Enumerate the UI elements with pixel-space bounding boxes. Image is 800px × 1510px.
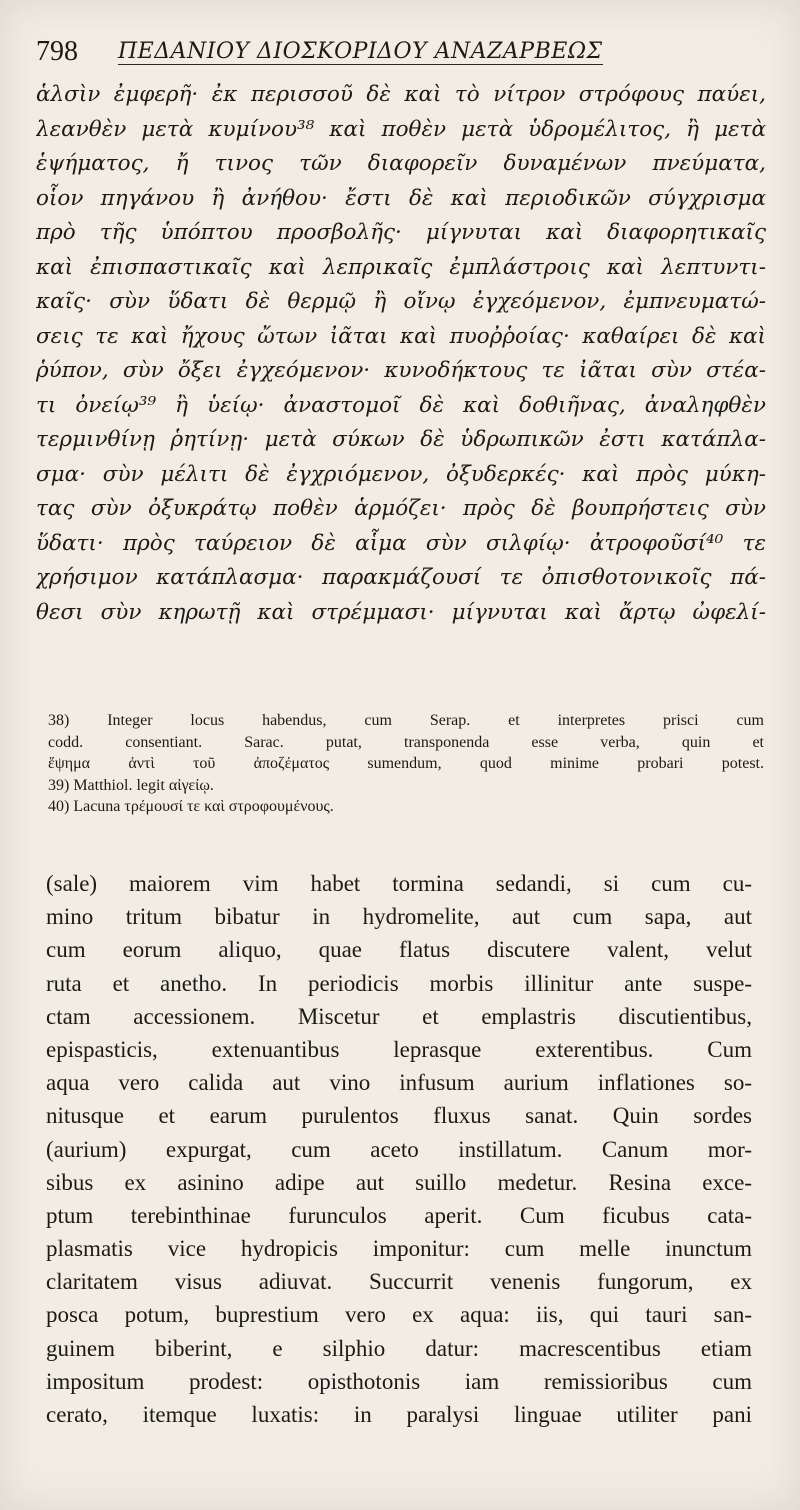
greek-line: ῥύπον, σὺν ὄξει ἐγχεόμενον· κυνοδήκτους τε ἰᾶται σὺν στέα- xyxy=(36,358,766,383)
latin-line: cum eorum aliquo, quae flatus discutere valent, velut xyxy=(46,937,752,963)
latin-line: ptum terebinthinae furunculos aperit. Cum ficubus cata- xyxy=(46,1202,752,1228)
latin-line: claritatem visus adiuvat. Succurrit venenis fungorum, ex xyxy=(46,1269,752,1295)
greek-line: τας σὺν ὀξυκράτῳ ποθὲν ἁρμόζει· πρὸς δὲ βουπρήστεις σὺν xyxy=(36,496,766,521)
footnote-line: codd. consentiant. Sarac. putat, transponenda esse verba, quin et xyxy=(48,733,764,751)
page-number: 798 xyxy=(36,36,78,67)
latin-line: impositum prodest: opisthotonis iam remissioribus cum xyxy=(46,1368,752,1394)
latin-line: aqua vero calida aut vino infusum aurium inflationes so- xyxy=(46,1070,752,1096)
latin-line: (aurium) expurgat, cum aceto instillatum. Canum mor- xyxy=(46,1136,752,1162)
footnote-line: ἕψημα ἀντὶ τοῦ ἀποζέματος sumendum, quod minime probari potest. xyxy=(48,755,764,772)
greek-text-block xyxy=(36,78,766,630)
latin-line: sibus ex asinino adipe aut suillo medetur. Resina exce- xyxy=(46,1169,752,1195)
latin-line: cerato, itemque luxatis: in paralysi linguae utiliter pani xyxy=(46,1402,752,1427)
greek-line: σμα· σὺν μέλιτι δὲ ἐγχριόμενον, ὀξυδερκές· καὶ πρὸς μύκη- xyxy=(36,461,766,487)
greek-line: καὶ ἐπισπαστικαῖς καὶ λεπρικαῖς ἐμπλάστροις καὶ λεπτυντι- xyxy=(36,254,766,280)
greek-line: θεσι σὺν κηρωτῇ καὶ στρέμμασι· μίγνυται καὶ ἄρτῳ ὠφελί- xyxy=(36,599,766,625)
page-header xyxy=(36,30,776,74)
latin-line: guinem biberint, e silphio datur: macrescentibus etiam xyxy=(46,1335,752,1361)
greek-line: πρὸ τῆς ὑπόπτου προσβολῆς· μίγνυται καὶ διαφορητικαῖς xyxy=(36,220,766,245)
latin-line: posca potum, buprestium vero ex aqua: iis, qui tauri san- xyxy=(46,1302,752,1328)
running-title: ΠΕΔΑΝΙΟΥ ΔΙΟΣΚΟΡΙΔΟΥ ΑΝΑΖΑΡΒΕΩΣ xyxy=(118,39,603,64)
latin-translation-block xyxy=(46,867,752,1431)
latin-line: nitusque et earum purulentos fluxus sanat. Quin sordes xyxy=(46,1103,752,1129)
latin-line: epispasticis, extenuantibus leprasque exterentibus. Cum xyxy=(46,1036,752,1062)
greek-line: ἑψήματος, ἤ τινος τῶν διαφορεῖν δυναμένων πνεύματα, xyxy=(36,151,766,176)
greek-line: λεανθὲν μετὰ κυμίνου³⁸ καὶ ποθὲν μετὰ ὑδρομέλιτος, ἢ μετὰ xyxy=(36,116,766,142)
latin-line: ctam accessionem. Miscetur et emplastris discutientibus, xyxy=(46,1003,752,1029)
latin-line: mino tritum bibatur in hydromelite, aut cum sapa, aut xyxy=(46,904,752,930)
footnote-line: 39) Matthiol. legit αἰγείῳ. xyxy=(48,776,214,794)
greek-line: ὕδατι· πρὸς ταύρειον δὲ αἷμα σὺν σιλφίῳ· ἀτροφοῦσί⁴⁰ τε xyxy=(36,530,766,556)
greek-line: τερμινθίνῃ ῥητίνῃ· μετὰ σύκων δὲ ὑδρωπικῶν ἐστι κατάπλα- xyxy=(36,427,766,452)
footnote-line: 40) Lacuna τρέμουσί τε καὶ στροφουμένους. xyxy=(48,798,334,815)
footnotes xyxy=(48,710,764,818)
greek-line: τι ὀνείῳ³⁹ ἢ ὑείῳ· ἀναστομοῖ δὲ καὶ δοθιῆνας, ἀναληφθὲν xyxy=(36,392,766,418)
latin-line: ruta et anetho. In periodicis morbis illinitur ante suspe- xyxy=(46,970,752,996)
greek-line: οἷον πηγάνου ἢ ἀνήθου· ἔστι δὲ καὶ περιοδικῶν σύγχρισμα xyxy=(36,185,766,211)
latin-line: (sale) maiorem vim habet tormina sedandi, si cum cu- xyxy=(46,871,752,896)
latin-line: plasmatis vice hydropicis imponitur: cum melle inunctum xyxy=(46,1236,752,1262)
greek-line: σεις τε καὶ ἤχους ὤτων ἰᾶται καὶ πυοῤῥοίας· καθαίρει δὲ καὶ xyxy=(36,323,766,349)
greek-line: χρήσιμον κατάπλασμα· παρακμάζουσί τε ὀπισθοτονικοῖς πά- xyxy=(36,565,766,590)
greek-line: καῖς· σὺν ὕδατι δὲ θερμῷ ἢ οἴνῳ ἐγχεόμενον, ἐμπνευματώ- xyxy=(36,289,766,314)
greek-line: ἁλσὶν ἐμφερῆ· ἐκ περισσοῦ δὲ καὶ τὸ νίτρον στρόφους παύει, xyxy=(36,82,766,107)
footnote-line: 38) Integer locus habendus, cum Serap. et interpretes prisci cum xyxy=(48,712,764,729)
